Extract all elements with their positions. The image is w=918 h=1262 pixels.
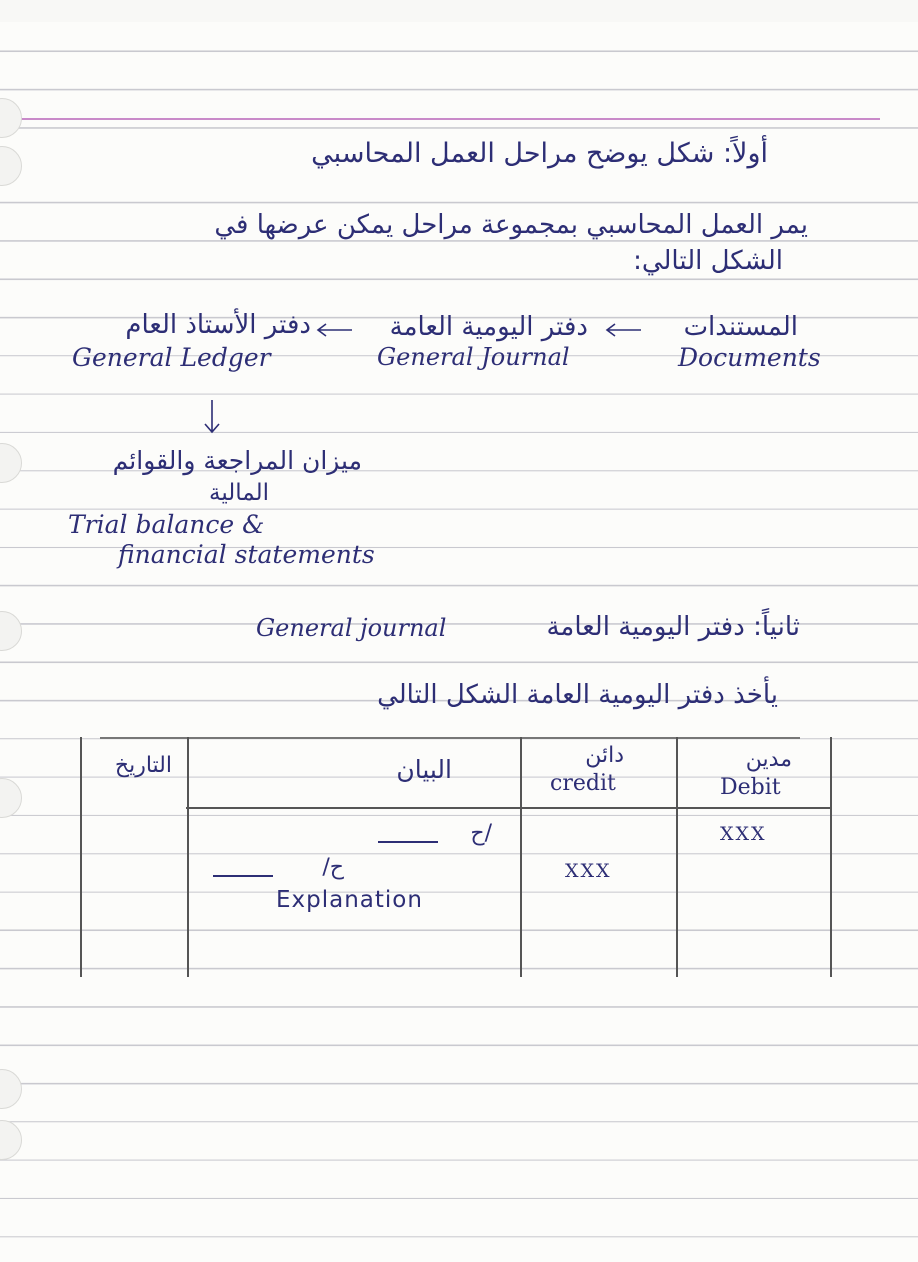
punch-hole (0, 1120, 22, 1160)
table-divider (187, 737, 189, 977)
explanation-text: Explanation (276, 887, 423, 913)
debit-account-line (378, 841, 438, 843)
margin-line (0, 118, 880, 120)
table-header-rule (186, 807, 831, 809)
flow-ledger-en: General Ledger (72, 343, 271, 372)
punch-hole (0, 778, 22, 818)
table-border (830, 737, 832, 977)
punch-hole (0, 611, 22, 651)
section2-subheading: يأخذ دفتر اليومية العامة الشكل التالي (377, 680, 778, 710)
flow-trial-ar-line2: المالية (209, 480, 269, 506)
arrow-left-icon (603, 322, 643, 338)
section1-heading: أولاً: شكل يوضح مراحل العمل المحاسبي (311, 138, 768, 169)
section2-heading-ar: ثانياً: دفتر اليومية العامة (546, 612, 800, 642)
punch-hole (0, 146, 22, 186)
flow-trial-ar-line1: ميزان المراجعة والقوائم (112, 446, 362, 475)
table-top-rule (100, 737, 800, 739)
punch-hole (0, 443, 22, 483)
section1-intro-line1: يمر العمل المحاسبي بمجموعة مراحل يمكن عرضها في (214, 210, 808, 240)
header-statement: البيان (396, 755, 452, 784)
arrow-down-icon (202, 398, 222, 436)
header-credit-en: credit (550, 771, 616, 796)
flow-documents-ar: المستندات (683, 312, 798, 342)
credit-account-mark: ح/ (322, 855, 344, 880)
punch-hole (0, 1069, 22, 1109)
debit-account-mark: /ح (470, 821, 492, 846)
flow-journal-en: General Journal (377, 343, 570, 371)
flow-documents-en: Documents (678, 343, 821, 372)
header-date: التاريخ (114, 753, 172, 778)
flow-trial-en-line2: financial statements (118, 540, 375, 569)
arrow-left-icon (314, 322, 354, 338)
header-debit-ar: مدين (745, 747, 792, 772)
page-top-edge (0, 0, 918, 22)
table-divider (676, 737, 678, 977)
table-divider (520, 737, 522, 977)
flow-ledger-ar: دفتر الأستاذ العام (125, 310, 311, 340)
table-border (80, 737, 82, 977)
punch-hole (0, 98, 22, 138)
flow-journal-ar: دفتر اليومية العامة (389, 312, 588, 342)
journal-table (80, 737, 832, 977)
section1-intro-line2: الشكل التالي: (633, 246, 783, 276)
credit-account-line (213, 875, 273, 877)
header-debit-en: Debit (720, 775, 781, 800)
section2-heading-en: General journal (256, 614, 447, 642)
entry-credit-value: XXX (565, 860, 612, 882)
flow-trial-en-line1: Trial balance & (68, 510, 265, 539)
header-credit-ar: دائن (585, 743, 624, 768)
entry-debit-value: XXX (720, 823, 767, 845)
